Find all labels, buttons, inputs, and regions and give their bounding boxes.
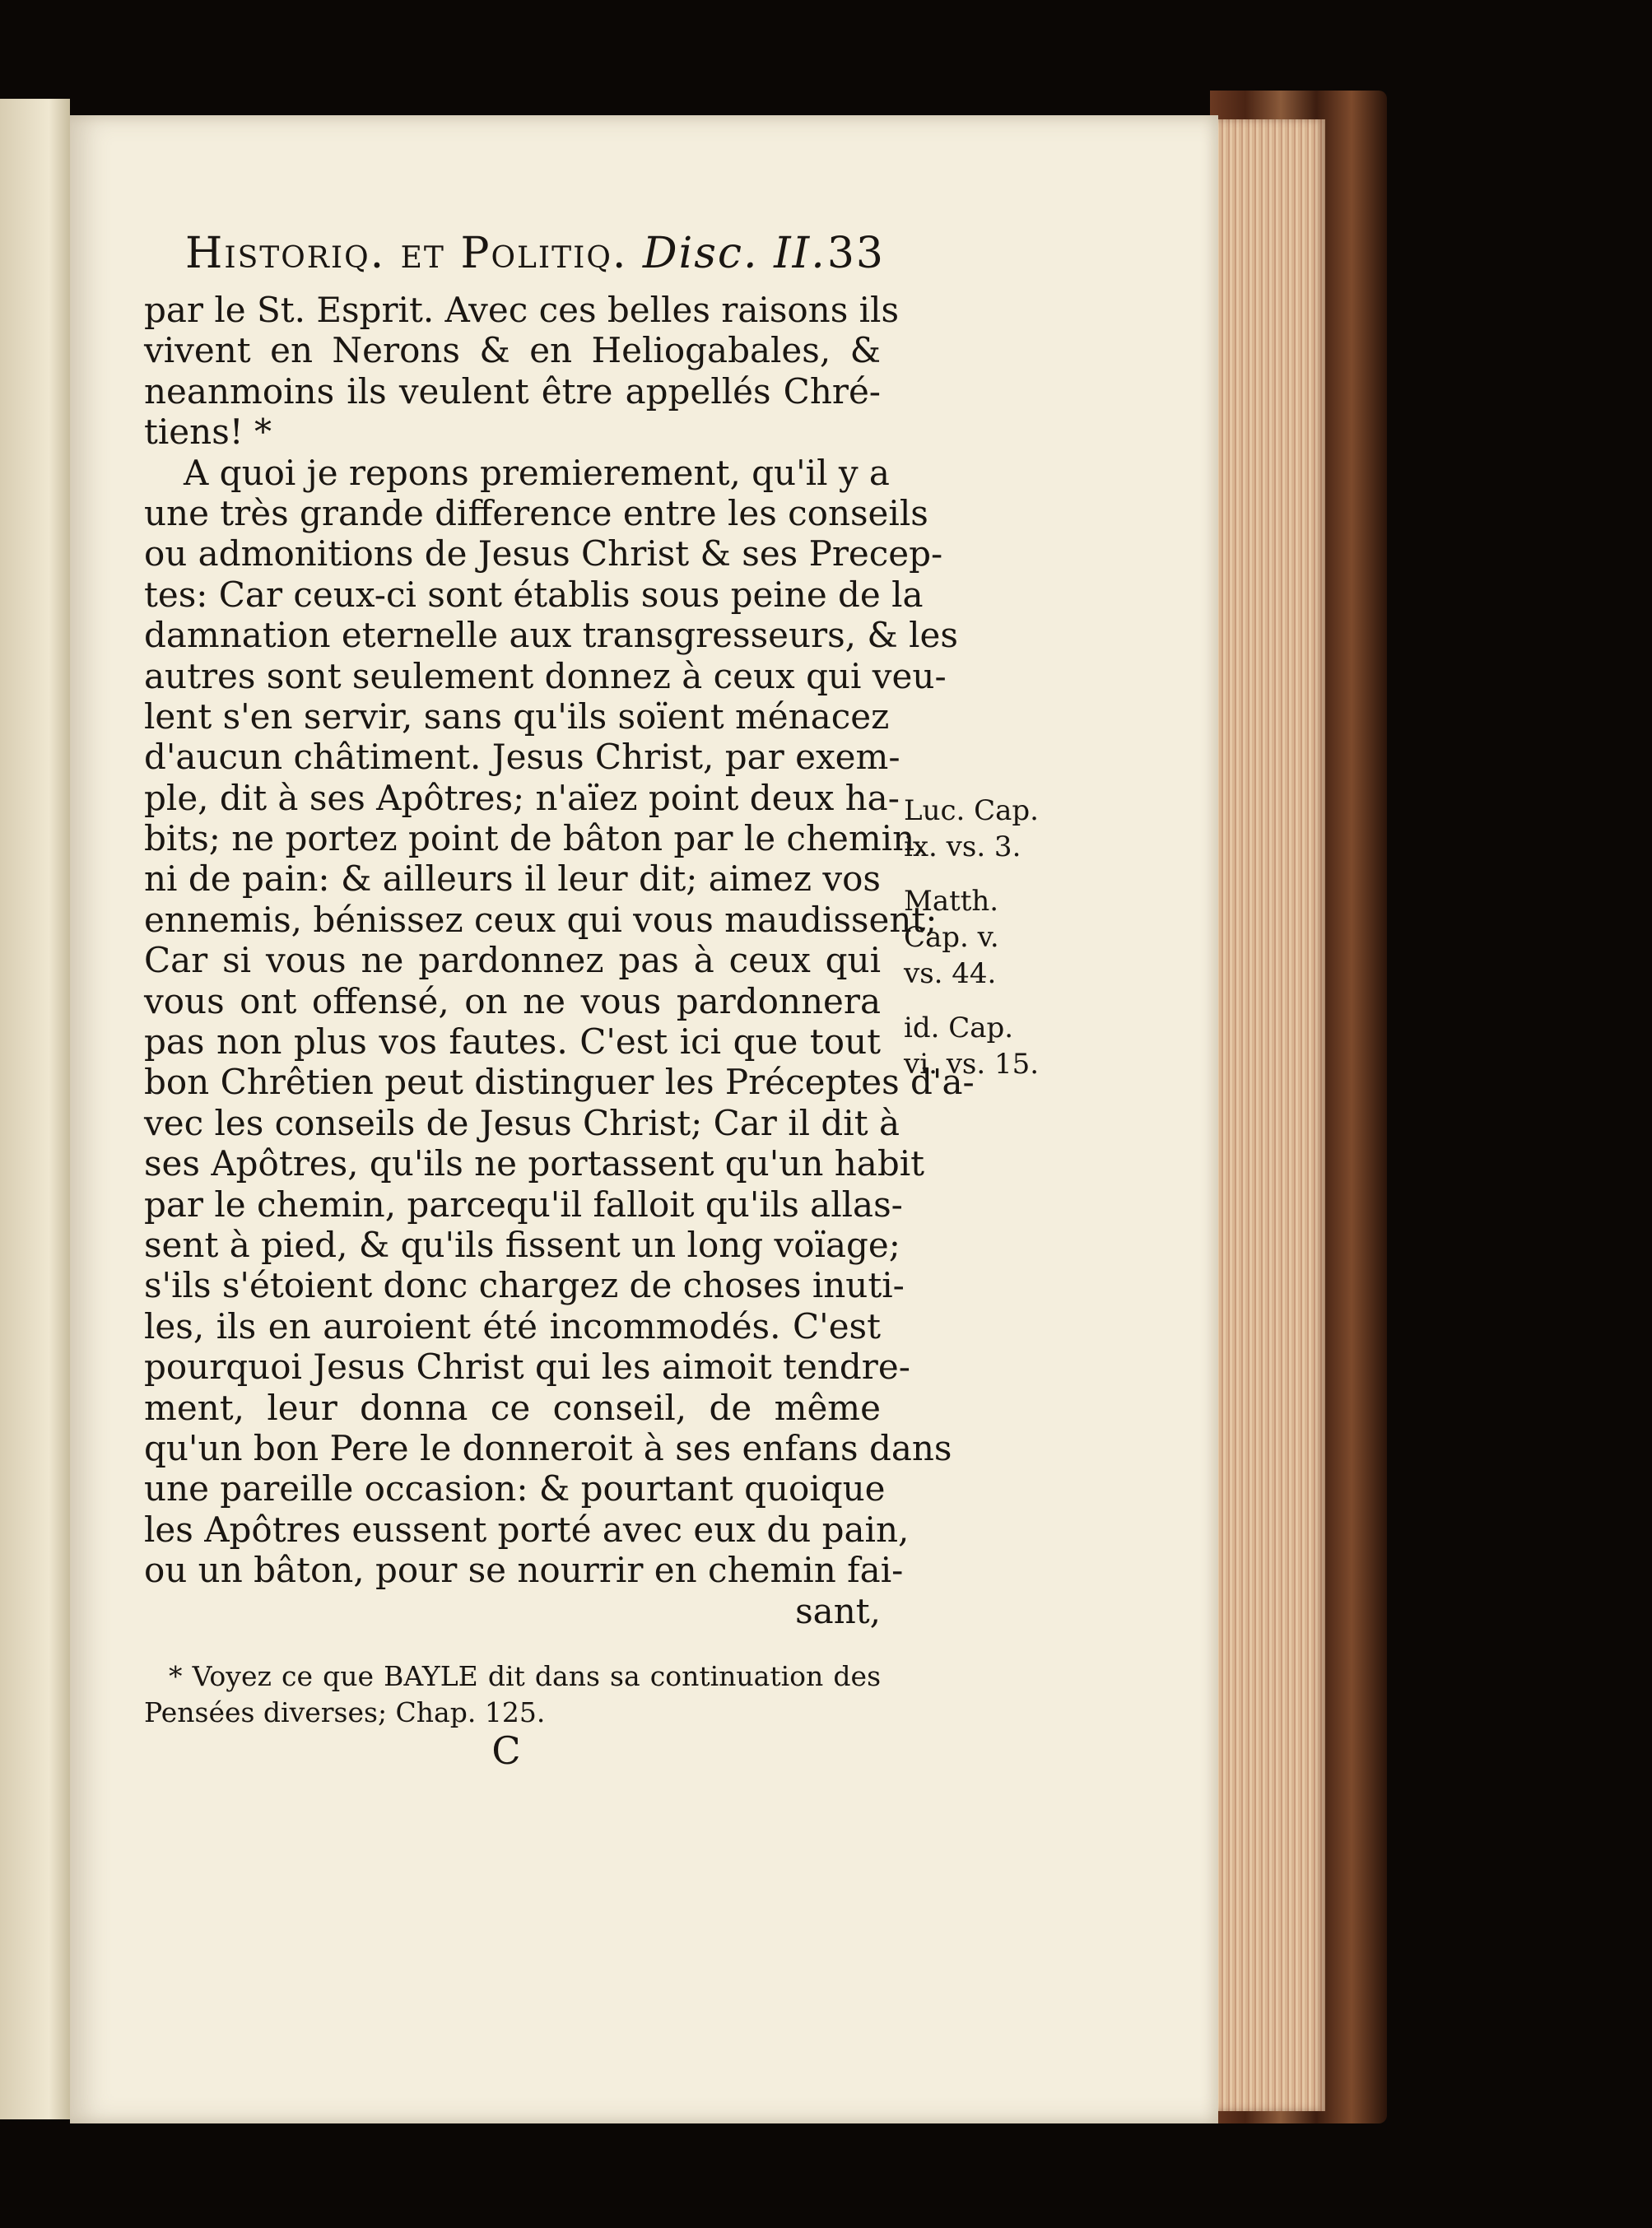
text-line: une pareille occasion: & pourtant quoique (144, 1468, 886, 1509)
text-line: les Apôtres eussent porté avec eux du pain, (144, 1509, 910, 1550)
text-line: neanmoins ils veulent être appellés Chré- (144, 370, 881, 412)
margin-note-line: ix. vs. 3. (904, 830, 1021, 863)
margin-note (904, 793, 1039, 865)
text-line: autres sont seulement donnez à ceux qui veu- (144, 655, 947, 696)
text-line: tes: Car ceux-ci sont établis sous peine de la (144, 574, 924, 615)
text-line: pourquoi Jesus Christ qui les aimoit tendre- (144, 1347, 910, 1388)
text-line: tiens! * (144, 412, 272, 453)
signature-mark: C (491, 1728, 521, 1773)
footnote (144, 1658, 881, 1731)
text-line: qu'un bon Pere le donneroit à ses enfans dans (144, 1427, 952, 1468)
margin-notes (904, 793, 1040, 1100)
text-line: bon Chrêtien peut distinguer les Préceptes d'a- (144, 1062, 975, 1103)
text-line: une très grande difference entre les conseils (144, 492, 928, 533)
text-line: ment, leur donna ce conseil, de même (144, 1387, 881, 1428)
margin-note-line: vs. 44. (904, 957, 997, 990)
running-head-title: Historiq. et Politiq. (185, 229, 628, 278)
margin-note-line: vi. vs. 15. (904, 1048, 1040, 1081)
text-line: pas non plus vos fautes. C'est ici que tout (144, 1021, 881, 1063)
margin-note (904, 1010, 1040, 1082)
text-line: ennemis, bénissez ceux qui vous maudissent; (144, 899, 938, 940)
text-line: ses Apôtres, qu'ils ne portassent qu'un habit (144, 1143, 925, 1184)
text-line: ni de pain: & ailleurs il leur dit; aimez vos (144, 858, 881, 900)
text-line: ou un bâton, pour se nourrir en chemin fai- (144, 1550, 904, 1591)
page-block-edge (1210, 119, 1325, 2111)
facing-page-edge (0, 99, 70, 2119)
page-number: 33 (826, 229, 885, 278)
text-line: les, ils en auroient été incommodés. C'est (144, 1305, 881, 1347)
text-line: Car si vous ne pardonnez pas à ceux qui (144, 940, 881, 981)
text-line: bits; ne portez point de bâton par le chemin, (144, 818, 926, 859)
text-line: damnation eternelle aux transgresseurs, & les (144, 615, 958, 656)
catchword: sant, (795, 1590, 881, 1631)
text-line: sent à pied, & qu'ils fissent un long voïage; (144, 1224, 900, 1265)
margin-note-line: Cap. v. (904, 921, 999, 954)
text-line: s'ils s'étoient donc chargez de choses inuti- (144, 1265, 905, 1306)
text-line: ple, dit à ses Apôtres; n'aïez point deux ha- (144, 777, 900, 818)
text-line: vivent en Nerons & en Heliogabales, & (144, 330, 881, 371)
running-head-discourse: Disc. II. (642, 229, 826, 278)
text-line: par le chemin, parcequ'il falloit qu'ils allas- (144, 1184, 903, 1225)
text-line: d'aucun châtiment. Jesus Christ, par exem- (144, 737, 900, 778)
text-line: lent s'en servir, sans qu'ils soïent ménacez (144, 695, 890, 737)
margin-note-line: id. Cap. (904, 1012, 1014, 1044)
text-line: vous ont offensé, on ne vous pardonnera (144, 980, 881, 1021)
margin-note (904, 883, 1035, 992)
footnote-line: Pensées diverses; Chap. 125. (144, 1696, 546, 1728)
footnote-line: * Voyez ce que BAYLE dit dans sa continuation des (169, 1660, 881, 1692)
margin-note-line: Luc. Cap. (904, 794, 1039, 827)
text-line: ou admonitions de Jesus Christ & ses Precep- (144, 533, 943, 574)
text-line: vec les conseils de Jesus Christ; Car il dit à (144, 1102, 900, 1143)
text-line: A quoi je repons premierement, qu'il y a (184, 452, 890, 493)
text-line: par le St. Esprit. Avec ces belles raisons ils (144, 290, 900, 330)
margin-note-line: Matth. (904, 885, 999, 918)
running-head (185, 229, 885, 286)
